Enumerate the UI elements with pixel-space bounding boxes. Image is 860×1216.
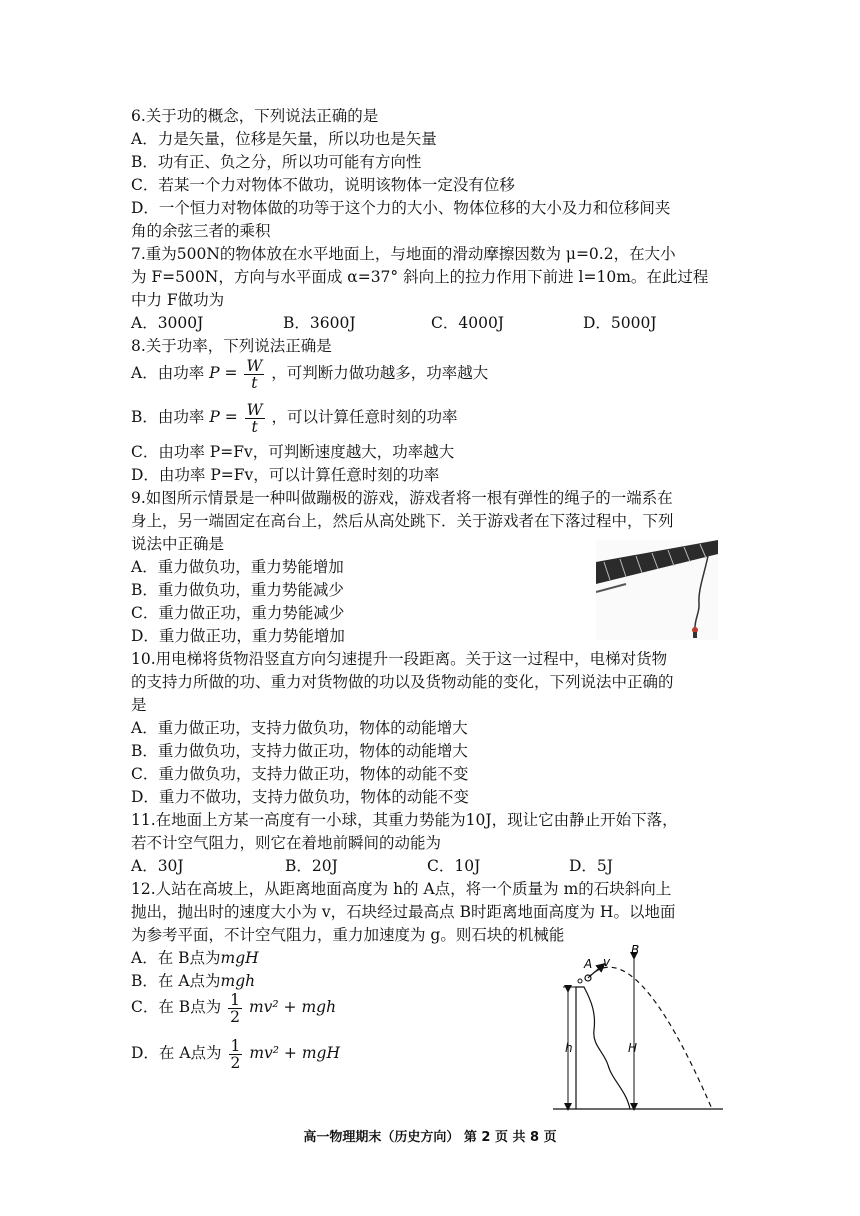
q8-option-a xyxy=(131,356,488,391)
q12-option-a-prefix: A．在 B点为 xyxy=(131,949,221,967)
page-footer: 高一物理期末（历史方向） 第 2 页 共 8 页 xyxy=(303,1130,557,1145)
q9-option-a: A．重力做负功，重力势能增加 xyxy=(131,558,344,576)
q12-half-fraction xyxy=(229,1038,243,1071)
q7-option-a: A．3000J xyxy=(131,314,204,332)
person-figure xyxy=(578,979,582,983)
label-H: H xyxy=(628,1041,638,1055)
q8-formula-fraction xyxy=(245,402,265,435)
q12-half-numerator: 1 xyxy=(230,990,240,1009)
q10-stem-3: 是 xyxy=(131,696,147,714)
q9-stem-3: 说法中正确是 xyxy=(131,535,225,553)
q12-option-b-expr: mgh xyxy=(220,972,256,990)
bungee-jump-photo xyxy=(596,540,718,640)
q7-stem-2: 为 F=500N，方向与水平面成 α=37° 斜向上的拉力作用下前进 l=10m。在此过程 xyxy=(131,268,709,286)
q12-stem-3: 为参考平面，不计空气阻力，重力加速度为 g。则石块的机械能 xyxy=(131,926,565,944)
q6-option-b: B．功有正、负之分，所以功可能有方向性 xyxy=(131,153,422,171)
q12-option-a-expr: mgH xyxy=(220,949,259,967)
q12-option-d xyxy=(131,1036,340,1071)
q12-stem-2: 抛出，抛出时的速度大小为 v，石块经过最高点 B时距离地面高度为 H。以地面 xyxy=(131,903,676,921)
q8-option-d: D．由功率 P=Fv，可以计算任意时刻的功率 xyxy=(131,466,440,484)
q12-option-b-prefix: B．在 A点为 xyxy=(131,972,221,990)
q12-half-denominator: 2 xyxy=(230,1007,240,1026)
q11-option-d: D．5J xyxy=(569,857,614,875)
q9-option-c: C．重力做正功，重力势能减少 xyxy=(131,604,345,622)
q9-option-d: D．重力做正功，重力势能增加 xyxy=(131,627,345,645)
q7-option-d: D．5000J xyxy=(583,314,657,332)
q6-stem: 6.关于功的概念，下列说法正确的是 xyxy=(131,107,379,125)
q12-option-c xyxy=(131,990,336,1025)
q11-option-b: B．20J xyxy=(285,857,338,875)
q10-option-d: D．重力不做功，支持力做负功，物体的动能不变 xyxy=(131,788,469,806)
q6-option-d-cont: 角的余弦三者的乘积 xyxy=(131,222,271,240)
q8-formula-fraction xyxy=(244,358,264,391)
q10-stem-1: 10.用电梯将货物沿竖直方向匀速提升一段距离。关于这一过程中，电梯对货物 xyxy=(131,650,668,668)
q12-half-fraction xyxy=(228,992,242,1025)
q9-option-b: B．重力做负功，重力势能减少 xyxy=(131,581,344,599)
q6-option-a: A．力是矢量，位移是矢量，所以功也是矢量 xyxy=(131,130,437,148)
trajectory-curve xyxy=(588,967,712,1109)
label-v: v xyxy=(603,955,611,969)
q8-option-b xyxy=(131,400,458,435)
q11-option-a: A．30J xyxy=(131,857,184,875)
q8-option-a-suffix: ，可判断力做功越多，功率越大 xyxy=(271,364,489,382)
q10-option-b: B．重力做负功，支持力做正功，物体的动能增大 xyxy=(131,742,468,760)
q8-formula-denominator: t xyxy=(251,417,258,436)
q8-option-c: C．由功率 P=Fv，可判断速度越大，功率越大 xyxy=(131,443,455,461)
q8-option-a-prefix: A．由功率 xyxy=(131,364,205,382)
q12-half-denominator: 2 xyxy=(230,1053,241,1072)
q6-option-d: D．一个恒力对物体做的功等于这个力的大小、物体位移的大小及力和位移间夹 xyxy=(131,199,671,217)
q11-stem-1: 11.在地面上方某一高度有一小球，其重力势能为10J，现让它由静止开始下落， xyxy=(131,811,678,829)
q12-option-b xyxy=(131,970,255,992)
q10-option-c: C．重力做负功，支持力做正功，物体的动能不变 xyxy=(131,765,469,783)
cliff-outline xyxy=(576,987,630,1109)
projectile-diagram xyxy=(548,940,728,1115)
q12-option-a xyxy=(131,947,259,969)
q11-stem-2: 若不计空气阻力，则它在着地前瞬间的动能为 xyxy=(131,834,442,852)
q8-option-b-suffix: ，可以计算任意时刻的功率 xyxy=(271,408,458,426)
q12-option-c-prefix: C．在 B点为 xyxy=(131,998,222,1016)
q8-formula-lhs: P = xyxy=(209,364,238,382)
label-a: A xyxy=(584,957,593,971)
q7-option-c: C．4000J xyxy=(431,314,505,332)
q8-stem: 8.关于功率，下列说法正确是 xyxy=(131,337,332,355)
q6-option-c: C．若某一个力对物体不做功，说明该物体一定没有位移 xyxy=(131,176,515,194)
q8-option-b-prefix: B．由功率 xyxy=(131,408,205,426)
label-b: B xyxy=(631,943,640,957)
q8-formula-lhs: P = xyxy=(209,408,238,426)
q11-option-c: C．10J xyxy=(427,857,481,875)
q10-stem-2: 的支持力所做的功、重力对货物做的功以及货物动能的变化，下列说法中正确的 xyxy=(131,673,674,691)
q12-option-c-expr: mv² + mgh xyxy=(248,998,337,1016)
q7-stem-3: 中力 F做功为 xyxy=(131,291,225,309)
q8-formula-numerator: W xyxy=(246,400,263,419)
q9-stem-2: 身上，另一端固定在高台上，然后从高处跳下．关于游戏者在下落过程中，下列 xyxy=(131,512,674,530)
label-h: h xyxy=(565,1041,573,1055)
q9-stem-1: 9.如图所示情景是一种叫做蹦极的游戏，游戏者将一根有弹性的绳子的一端系在 xyxy=(131,489,673,507)
q10-option-a: A．重力做正功，支持力做负功，物体的动能增大 xyxy=(131,719,468,737)
q8-formula-denominator: t xyxy=(251,373,258,392)
q7-stem-1: 7.重为500N的物体放在水平地面上，与地面的滑动摩擦因数为 μ=0.2，在大小 xyxy=(131,245,676,263)
q8-formula-numerator: W xyxy=(246,356,263,375)
q12-option-d-prefix: D．在 A点为 xyxy=(131,1044,222,1062)
q12-option-d-expr: mv² + mgH xyxy=(249,1044,340,1062)
q12-stem-1: 12.人站在高坡上，从距离地面高度为 h的 A点，将一个质量为 m的石块斜向上 xyxy=(131,880,672,898)
q12-half-numerator: 1 xyxy=(230,1036,241,1055)
q7-option-b: B．3600J xyxy=(283,314,356,332)
